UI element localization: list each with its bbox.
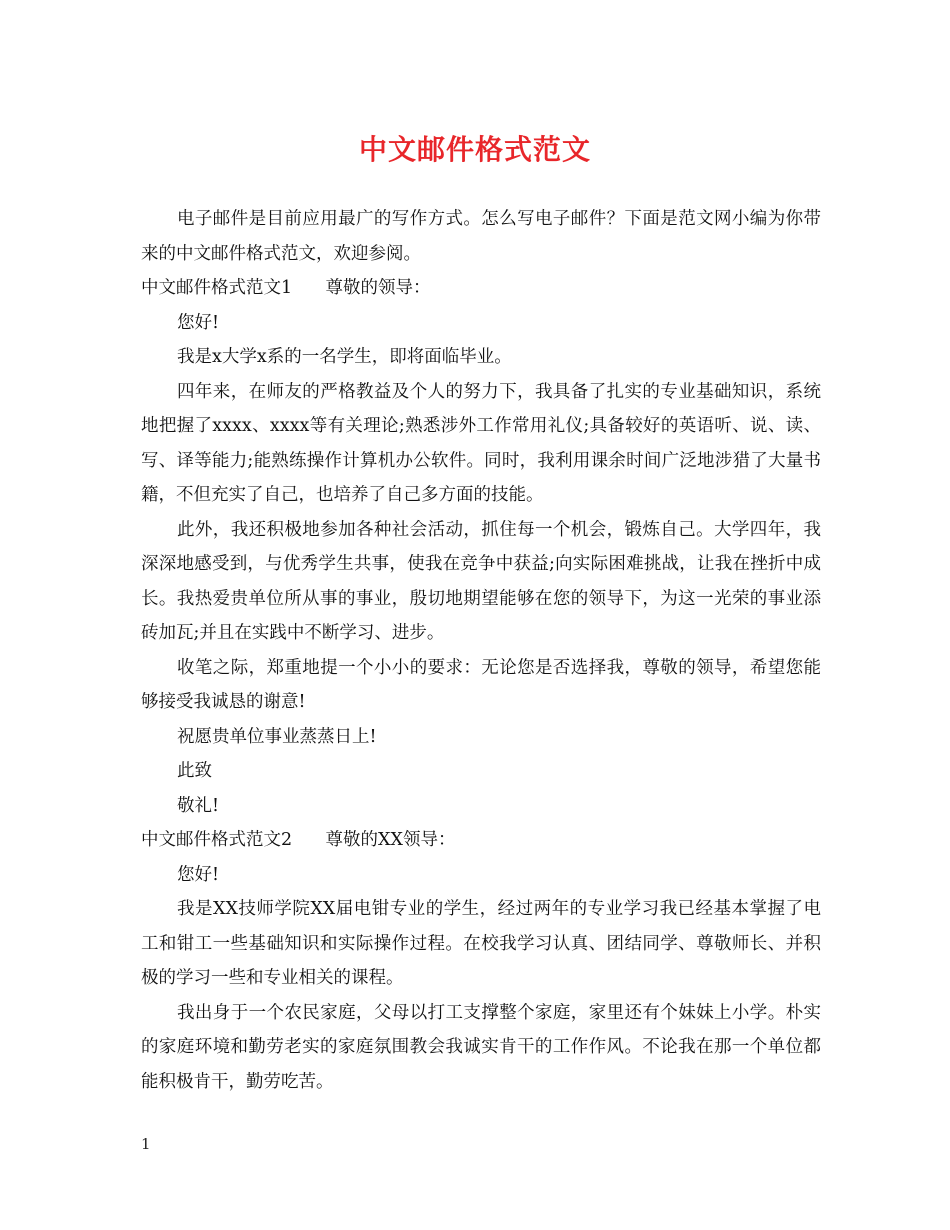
section-line (141, 271, 821, 306)
document-title: 中文邮件格式范文 (358, 133, 591, 166)
document-body (141, 202, 821, 1099)
paragraph: 此致 (177, 761, 212, 781)
salutation: 尊敬的XX领导： (325, 830, 456, 850)
section-heading: 中文邮件格式范文1 (141, 278, 293, 298)
section-heading: 中文邮件格式范文2 (141, 830, 293, 850)
paragraph: 此外，我还积极地参加各种社会活动，抓住每一个机会，锻炼自己。大学四年，我深深地感受到，与优秀学生共事，使我在竞争中获益;向实际困难挑战，让我在挫折中成长。我热爱贵单位所从事的事业，殷切地期望能够在您的领导下，为这一光荣的事业添砖加瓦;并且在实践中不断学习、进步。 (141, 519, 821, 643)
page-number: 1 (141, 1135, 151, 1153)
paragraph: 您好! (177, 312, 220, 333)
section-line (141, 823, 821, 858)
paragraph: 电子邮件是目前应用最广的写作方式。怎么写电子邮件？下面是范文网小编为你带来的中文邮件格式范文，欢迎参阅。 (141, 209, 821, 264)
salutation: 尊敬的领导： (325, 278, 431, 298)
paragraph: 祝愿贵单位事业蒸蒸日上! (177, 726, 377, 747)
paragraph: 收笔之际，郑重地提一个小小的要求：无论您是否选择我，尊敬的领导，希望您能够接受我诚恳的谢意! (141, 657, 821, 712)
paragraph: 您好! (177, 864, 220, 885)
paragraph: 我是x大学x系的一名学生，即将面临毕业。 (177, 347, 512, 367)
paragraph: 我是XX技师学院XX届电钳专业的学生，经过两年的专业学习我已经基本掌握了电工和钳工一些基础知识和实际操作过程。在校我学习认真、团结同学、尊敬师长、并积极的学习一些和专业相关的课程。 (141, 899, 821, 988)
paragraph: 四年来，在师友的严格教益及个人的努力下，我具备了扎实的专业基础知识，系统地把握了xxxx、xxxx等有关理论;熟悉涉外工作常用礼仪;具备较好的英语听、说、读、写、译等能力;能熟练操作计算机办公软件。同时，我利用课余时间广泛地涉猎了大量书籍，不但充实了自己，也培养了自己多方面的技能。 (141, 381, 821, 505)
paragraph: 敬礼! (177, 795, 220, 816)
paragraph: 我出身于一个农民家庭，父母以打工支撑整个家庭，家里还有个妹妹上小学。朴实的家庭环境和勤劳老实的家庭氛围教会我诚实肯干的工作作风。不论我在那一个单位都能积极肯干，勤劳吃苦。 (141, 1002, 821, 1092)
